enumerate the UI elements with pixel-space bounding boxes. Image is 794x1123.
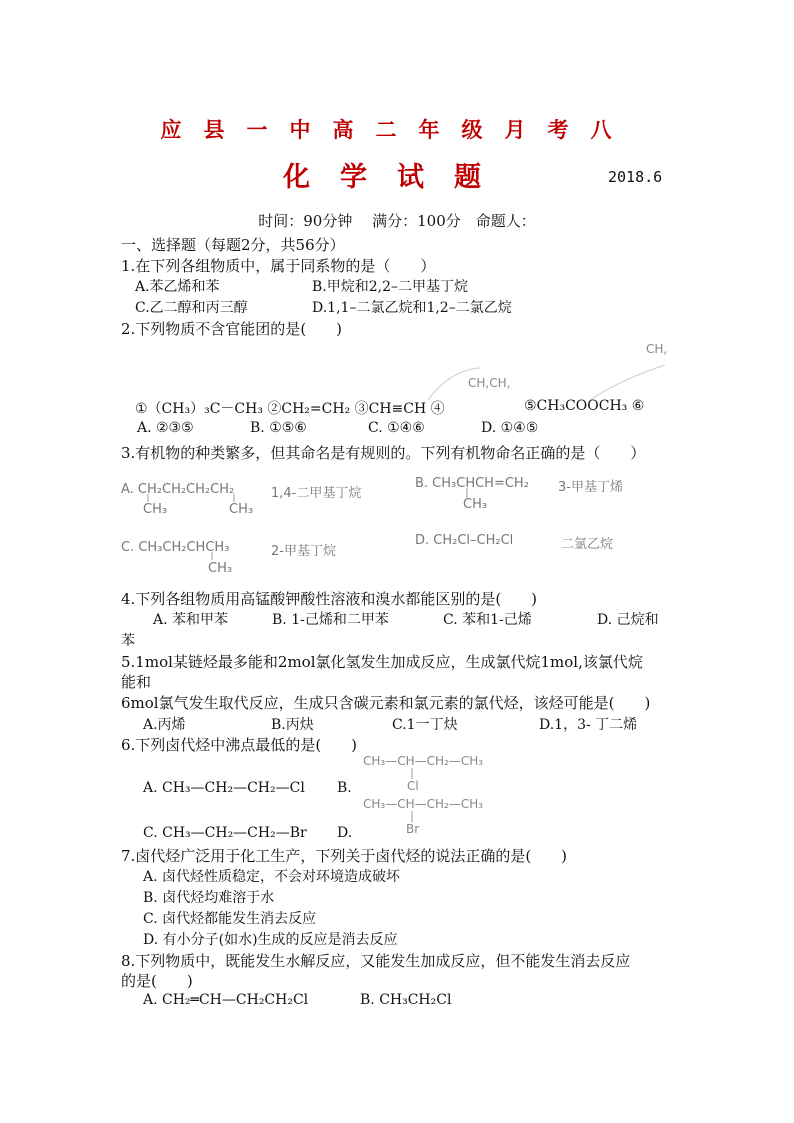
q1-option-b: B.甲烷和2,2–二甲基丁烷 bbox=[312, 279, 469, 295]
q6-option-a: A. CH₃—CH₂—CH₂—Cl bbox=[143, 780, 305, 796]
section-heading: 一、选择题（每题2分，共56分） bbox=[121, 236, 345, 254]
q3-option-d-formula: D. CH₂Cl–CH₂Cl bbox=[415, 533, 514, 548]
q4-option-b: B. 1-己烯和二甲苯 bbox=[272, 612, 389, 628]
q3-option-c-formula: C. CH₃CH₂CHCH₃ bbox=[121, 540, 230, 555]
exam-subtitle: 化学试题 bbox=[283, 162, 511, 193]
q6-option-d-branch: Br bbox=[406, 822, 420, 836]
q7-option-c: C. 卤代烃都能发生消去反应 bbox=[143, 911, 317, 927]
q6-option-c: C. CH₃—CH₂—CH₂—Br bbox=[143, 825, 307, 841]
q2-items-left: ①（CH₃）₃C－CH₃ ②CH₂=CH₂ ③CH≡CH ④ bbox=[135, 401, 445, 417]
q6-stem: 6.下列卤代烃中沸点最低的是( ) bbox=[121, 736, 358, 754]
q8-option-a: A. CH₂═CH—CH₂CH₂Cl bbox=[143, 992, 309, 1008]
q6-bond-lines bbox=[405, 766, 419, 826]
q1-stem: 1.在下列各组物质中，属于同系物的是（ ） bbox=[121, 257, 436, 275]
q3-bond-lines bbox=[140, 494, 260, 564]
q2-items-right: ⑤CH₃COOCH₃ ⑥ bbox=[524, 398, 645, 414]
q3-option-c-name: 2-甲基丁烷 bbox=[271, 544, 336, 559]
exam-meta: 时间：90分钟 满分：100分 命题人： bbox=[258, 212, 536, 230]
q3-option-b-branch: CH₃ bbox=[463, 497, 488, 512]
q5-stem-line1: 5.1mol某链烃最多能和2mol氯化氢发生加成反应，生成氯代烷1mol,该氯代烷 bbox=[121, 653, 643, 671]
q3-b-bond-line bbox=[460, 488, 480, 500]
q1-option-d: D.1,1–二氯乙烷和1,2–二氯乙烷 bbox=[312, 300, 512, 316]
q5-option-a: A.丙烯 bbox=[143, 717, 186, 733]
q5-option-b: B.丙炔 bbox=[271, 717, 314, 733]
q7-option-a: A. 卤代烃性质稳定，不会对环境造成破坏 bbox=[143, 869, 401, 885]
q4-option-a: A. 苯和甲苯 bbox=[153, 612, 229, 628]
q5-option-d: D.1，3- 丁二烯 bbox=[539, 717, 638, 733]
q7-stem: 7.卤代烃广泛用于化工生产，下列关于卤代烃的说法正确的是( ) bbox=[121, 847, 568, 865]
q3-option-a-formula: A. CH₂CH₂CH₂CH₂ bbox=[121, 482, 235, 497]
q5-stem-line3: 6mol氯气发生取代反应，生成只含碳元素和氯元素的氯代烃，该烃可能是( ) bbox=[121, 694, 651, 712]
q3-option-d-name: 二氯乙烷 bbox=[561, 537, 614, 552]
q2-option-d: D. ①④⑤ bbox=[481, 420, 539, 436]
q3-option-b-formula: B. CH₃CHCH=CH₂ bbox=[415, 476, 529, 491]
q2-structure-fragment-mid: CH,CH, bbox=[468, 376, 511, 390]
q8-option-b: B. CH₃CH₂Cl bbox=[360, 992, 452, 1008]
q3-option-a-branch2: CH₃ bbox=[229, 502, 254, 517]
q5-option-c: C.1一丁炔 bbox=[392, 717, 458, 733]
q4-option-d-continued: 苯 bbox=[121, 633, 135, 649]
q3-option-a-name: 1,4-二甲基丁烷 bbox=[271, 486, 362, 501]
q3-option-a-branch1: CH₃ bbox=[143, 502, 168, 517]
q6-option-d: D. bbox=[337, 825, 353, 841]
q4-option-c: C. 苯和1-己烯 bbox=[443, 612, 532, 628]
q3-stem: 3.有机物的种类繁多，但其命名是有规则的。下列有机物命名正确的是（ ） bbox=[121, 444, 646, 462]
exam-date: 2018.6 bbox=[608, 168, 663, 186]
q4-stem: 4.下列各组物质用高锰酸钾酸性溶液和溴水都能区别的是( ) bbox=[121, 590, 538, 608]
q6-option-d-chain: CH₃—CH—CH₂—CH₃ bbox=[363, 797, 484, 811]
q7-option-b: B. 卤代烃均难溶于水 bbox=[143, 890, 275, 906]
q2-option-c: C. ①④⑥ bbox=[368, 420, 425, 436]
q3-option-c-branch: CH₃ bbox=[208, 561, 233, 576]
q7-option-d: D. 有小分子(如水)生成的反应是消去反应 bbox=[143, 932, 398, 948]
q2-structure-fragment-top: CH, bbox=[646, 342, 668, 356]
q3-option-b-name: 3-甲基丁烯 bbox=[558, 480, 623, 495]
q5-stem-line2: 能和 bbox=[121, 673, 152, 691]
q6-option-b: B. bbox=[337, 780, 352, 796]
q4-option-d: D. 己烷和 bbox=[597, 612, 659, 628]
exam-title: 应县一中高二年级月考八 bbox=[160, 117, 634, 142]
q2-option-b: B. ①⑤⑥ bbox=[250, 420, 307, 436]
q6-option-b-chain: CH₃—CH—CH₂—CH₃ bbox=[363, 754, 484, 768]
q1-option-c: C.乙二醇和丙三醇 bbox=[135, 300, 248, 316]
q8-stem-line2: 的是( ) bbox=[121, 972, 193, 990]
q2-stem: 2.下列物质不含官能团的是( ) bbox=[121, 320, 343, 338]
q6-option-b-branch: Cl bbox=[407, 779, 419, 793]
q1-option-a: A.苯乙烯和苯 bbox=[135, 279, 220, 295]
q8-stem-line1: 8.下列物质中，既能发生水解反应，又能发生加成反应，但不能发生消去反应 bbox=[121, 952, 631, 970]
q2-option-a: A. ②③⑤ bbox=[137, 420, 194, 436]
